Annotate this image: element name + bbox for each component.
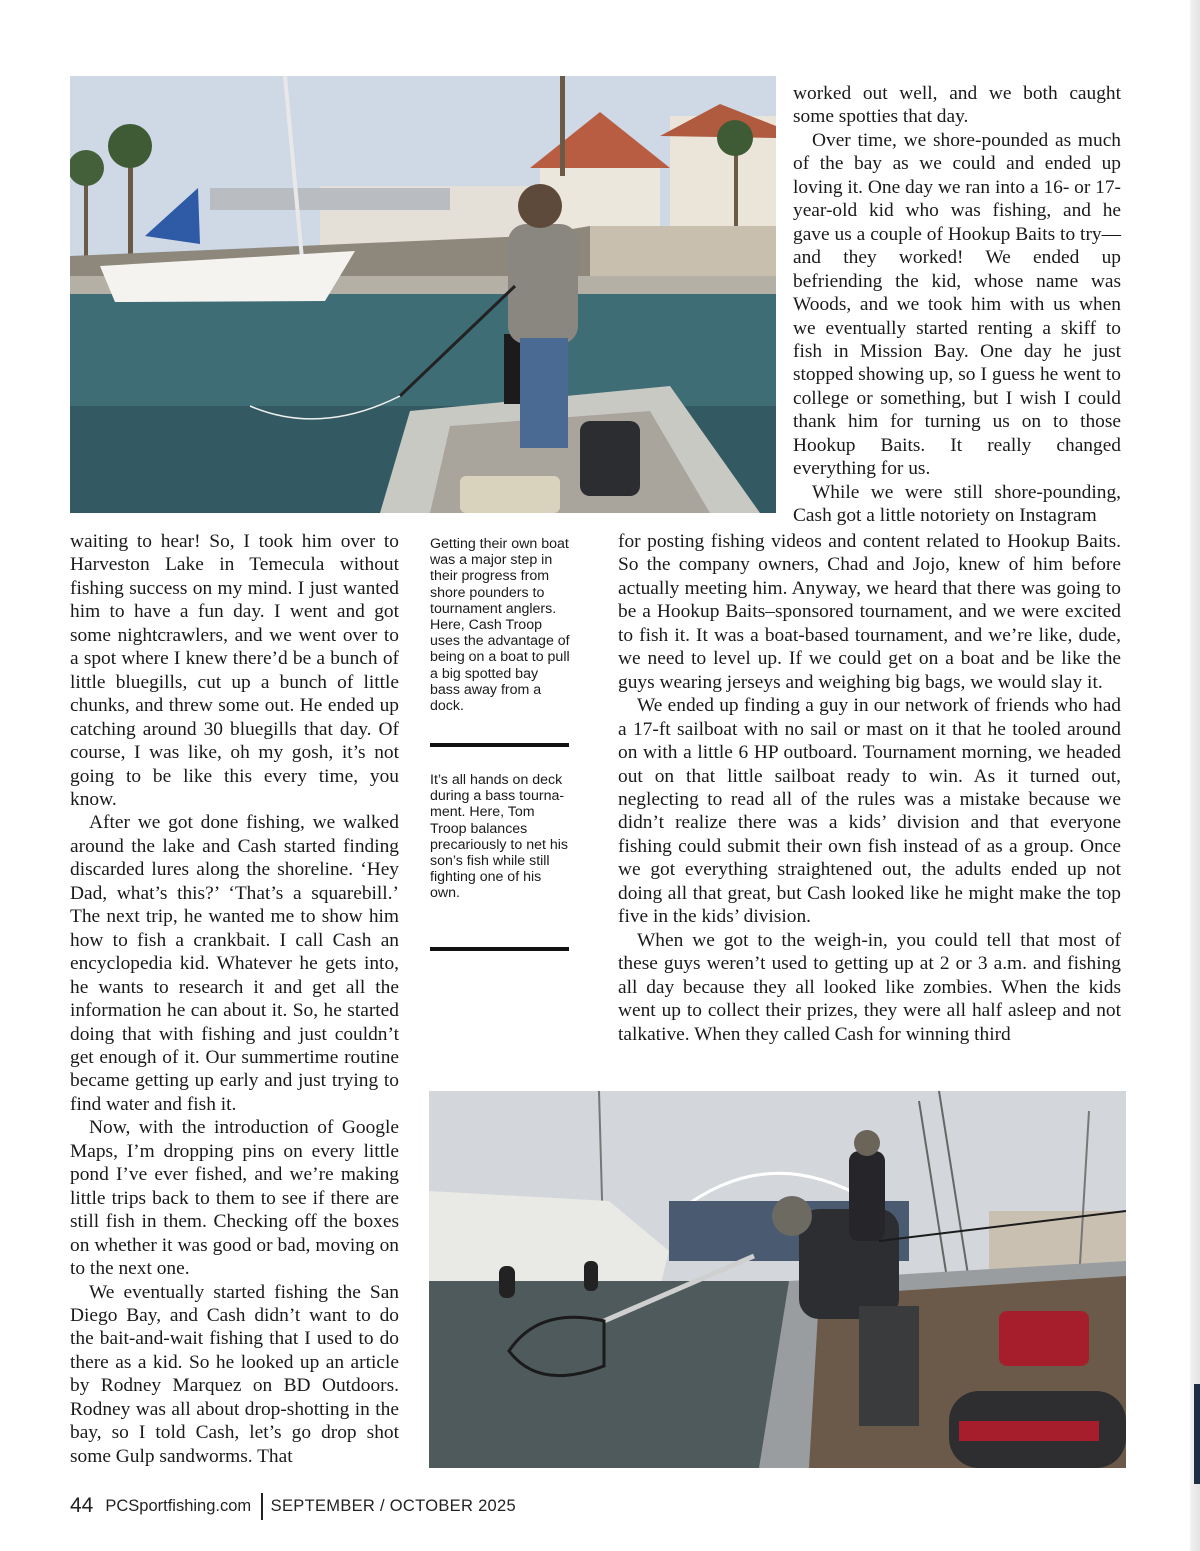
footer-divider (261, 1493, 263, 1520)
fender-2 (584, 1261, 598, 1291)
paragraph: When we got to the weigh-in, you could tell that most of these guys weren’t used to getting up at 2 or 3 a.m. and fishing all day because they all looked like zombies. When the kids went up to collect their prizes, they were all half asleep and not talkative. When they called Cash for winning third (618, 929, 1121, 1045)
article-column-right-middle (618, 530, 1121, 1046)
photo-caption-first: Getting their own boat was a major step in their progress from shore pounders to tournament anglers. Here, Cash Troop uses the advantage of being on a boat to pull a big spotted bay bass away from a dock. (430, 536, 570, 715)
photo-boat-marina-illustration (70, 76, 776, 513)
paragraph: Over time, we shore-pounded as much of the bay as we could and ended up loving it. One day we ran into a 16- or 17-year-old kid who was fishing, and he gave us a couple of Hookup Baits to try—and they worked! We ended up befriending the kid, whose name was Woods, and we took him with us when we eventually started renting a skiff to fish in Mission Bay. One day he just stopped showing up, so I guess he went to college or something, but I wish I could thank him for turning us on to those Hookup Baits. It really changed everything for us. (793, 129, 1121, 480)
article-column-left (70, 530, 399, 1468)
palm-crown-1 (108, 124, 152, 168)
angler-head (772, 1196, 812, 1236)
paragraph: for posting fishing videos and content related to Hookup Baits. So the company owners, Chad and Jojo, knew of him before actually meeting him. Anyway, we heard that there was going to be a Hookup Baits–sponsored tournament, and we were excited to fish it. It was a boat-based tournament, and we’re like, dude, we need to level up. If we could get on a boat and be like the guys wearing jerseys and weighing big bags, we would slay it. (618, 531, 1121, 693)
rear-seat-red (959, 1421, 1099, 1441)
caption-divider (430, 947, 569, 951)
palm-crown-4 (717, 120, 753, 156)
paragraph: Now, with the introduction of Google Maps, I’m dropping pins on every little pond I’ve ever fished, and we’re making little trips back to them to see if there are still fish in them. Checking off the boxes on whether it was good or bad, moving on to the next one. (70, 1117, 399, 1280)
paragraph: worked out well, and we both caught some spotties that day. (793, 83, 1121, 128)
paragraph: After we got done fishing, we walked around the lake and Cash started finding discarded lures along the shoreline. ‘Hey Dad, what’s this?’ ‘That’s a squarebill.’ The next trip, he wanted me to show him how to fish a crankbait. I call Cash an encyclopedia kid. Whatever he gets into, he wants to research it and get all the information he can about it. So, he started doing that with fishing and just couldn’t get enough of it. Our summertime routine became getting up early and just trying to find water and fish it. (70, 812, 399, 1115)
angler-legs (859, 1306, 919, 1426)
page-number: 44 (70, 1494, 94, 1517)
paragraph: We ended up finding a guy in our network of friends who had a 17-ft sailboat with no sail or mast on it that he tooled around on with a little 6 HP outboard. Tournament morning, we headed out on that little sailboat ready to win. As it turned out, neglecting to read all of the rules was a mistake because we didn’t realize there was a kids’ division and that everyone fishing could submit their own fish instead of as a group. Once we got everything straightened out, the adults ended up not doing all that great, but Cash looked like he might make the top five in the kids’ division. (618, 695, 1121, 928)
caption-divider (430, 743, 569, 747)
photo-caption-second: It’s all hands on deck during a bass tournament. Here, Tom Troop balances precariously to net his son’s fish while still fighting one of his own. (430, 772, 569, 902)
standing-angler (849, 1151, 885, 1241)
article-column-right-top (793, 82, 1121, 528)
backpack (580, 421, 640, 496)
red-seat (999, 1311, 1089, 1366)
photo-netting-fish-illustration (429, 1091, 1126, 1468)
page-edge (1190, 0, 1200, 1551)
angler-head (518, 184, 562, 228)
cooler (460, 476, 560, 513)
angler-jeans (520, 338, 568, 448)
paragraph: waiting to hear! So, I took him over to Harveston Lake in Temecula without fishing success on my mind. I just wanted him to have a fun day. I went and got some nightcrawlers, and we went over to a spot where I knew there’d be a bunch of little bluegills, cut up a bunch of little chunks, and threw some out. He ended up catching around 30 bluegills that day. Of course, I was like, oh my gosh, it’s not going to be like this every time, you know. (70, 531, 399, 810)
cars (210, 188, 450, 210)
standing-angler-head (854, 1130, 880, 1156)
palm-trunk-3 (560, 76, 565, 176)
website-url: PCSportfishing.com (105, 1496, 252, 1515)
paragraph: While we were still shore-pounding, Cash got a little notoriety on Instagram (793, 481, 1121, 527)
angler-hoodie (508, 224, 578, 344)
fender-1 (499, 1266, 515, 1298)
page-edge-tab (1194, 1384, 1200, 1484)
paragraph: We eventually started fishing the San Diego Bay, and Cash didn’t want to do the bait-and-wait fishing that I used to do there as a kid. So he looked up an article by Rodney Marquez on BD Outdoors. Rodney was all about drop-shotting in the bay, so I told Cash, let’s go drop shot some Gulp sandworms. That (70, 1281, 399, 1467)
photo-boat-marina (70, 76, 776, 513)
photo-netting-fish (429, 1091, 1126, 1468)
page-footer (70, 1491, 516, 1521)
issue-date: SEPTEMBER / OCTOBER 2025 (270, 1496, 516, 1515)
